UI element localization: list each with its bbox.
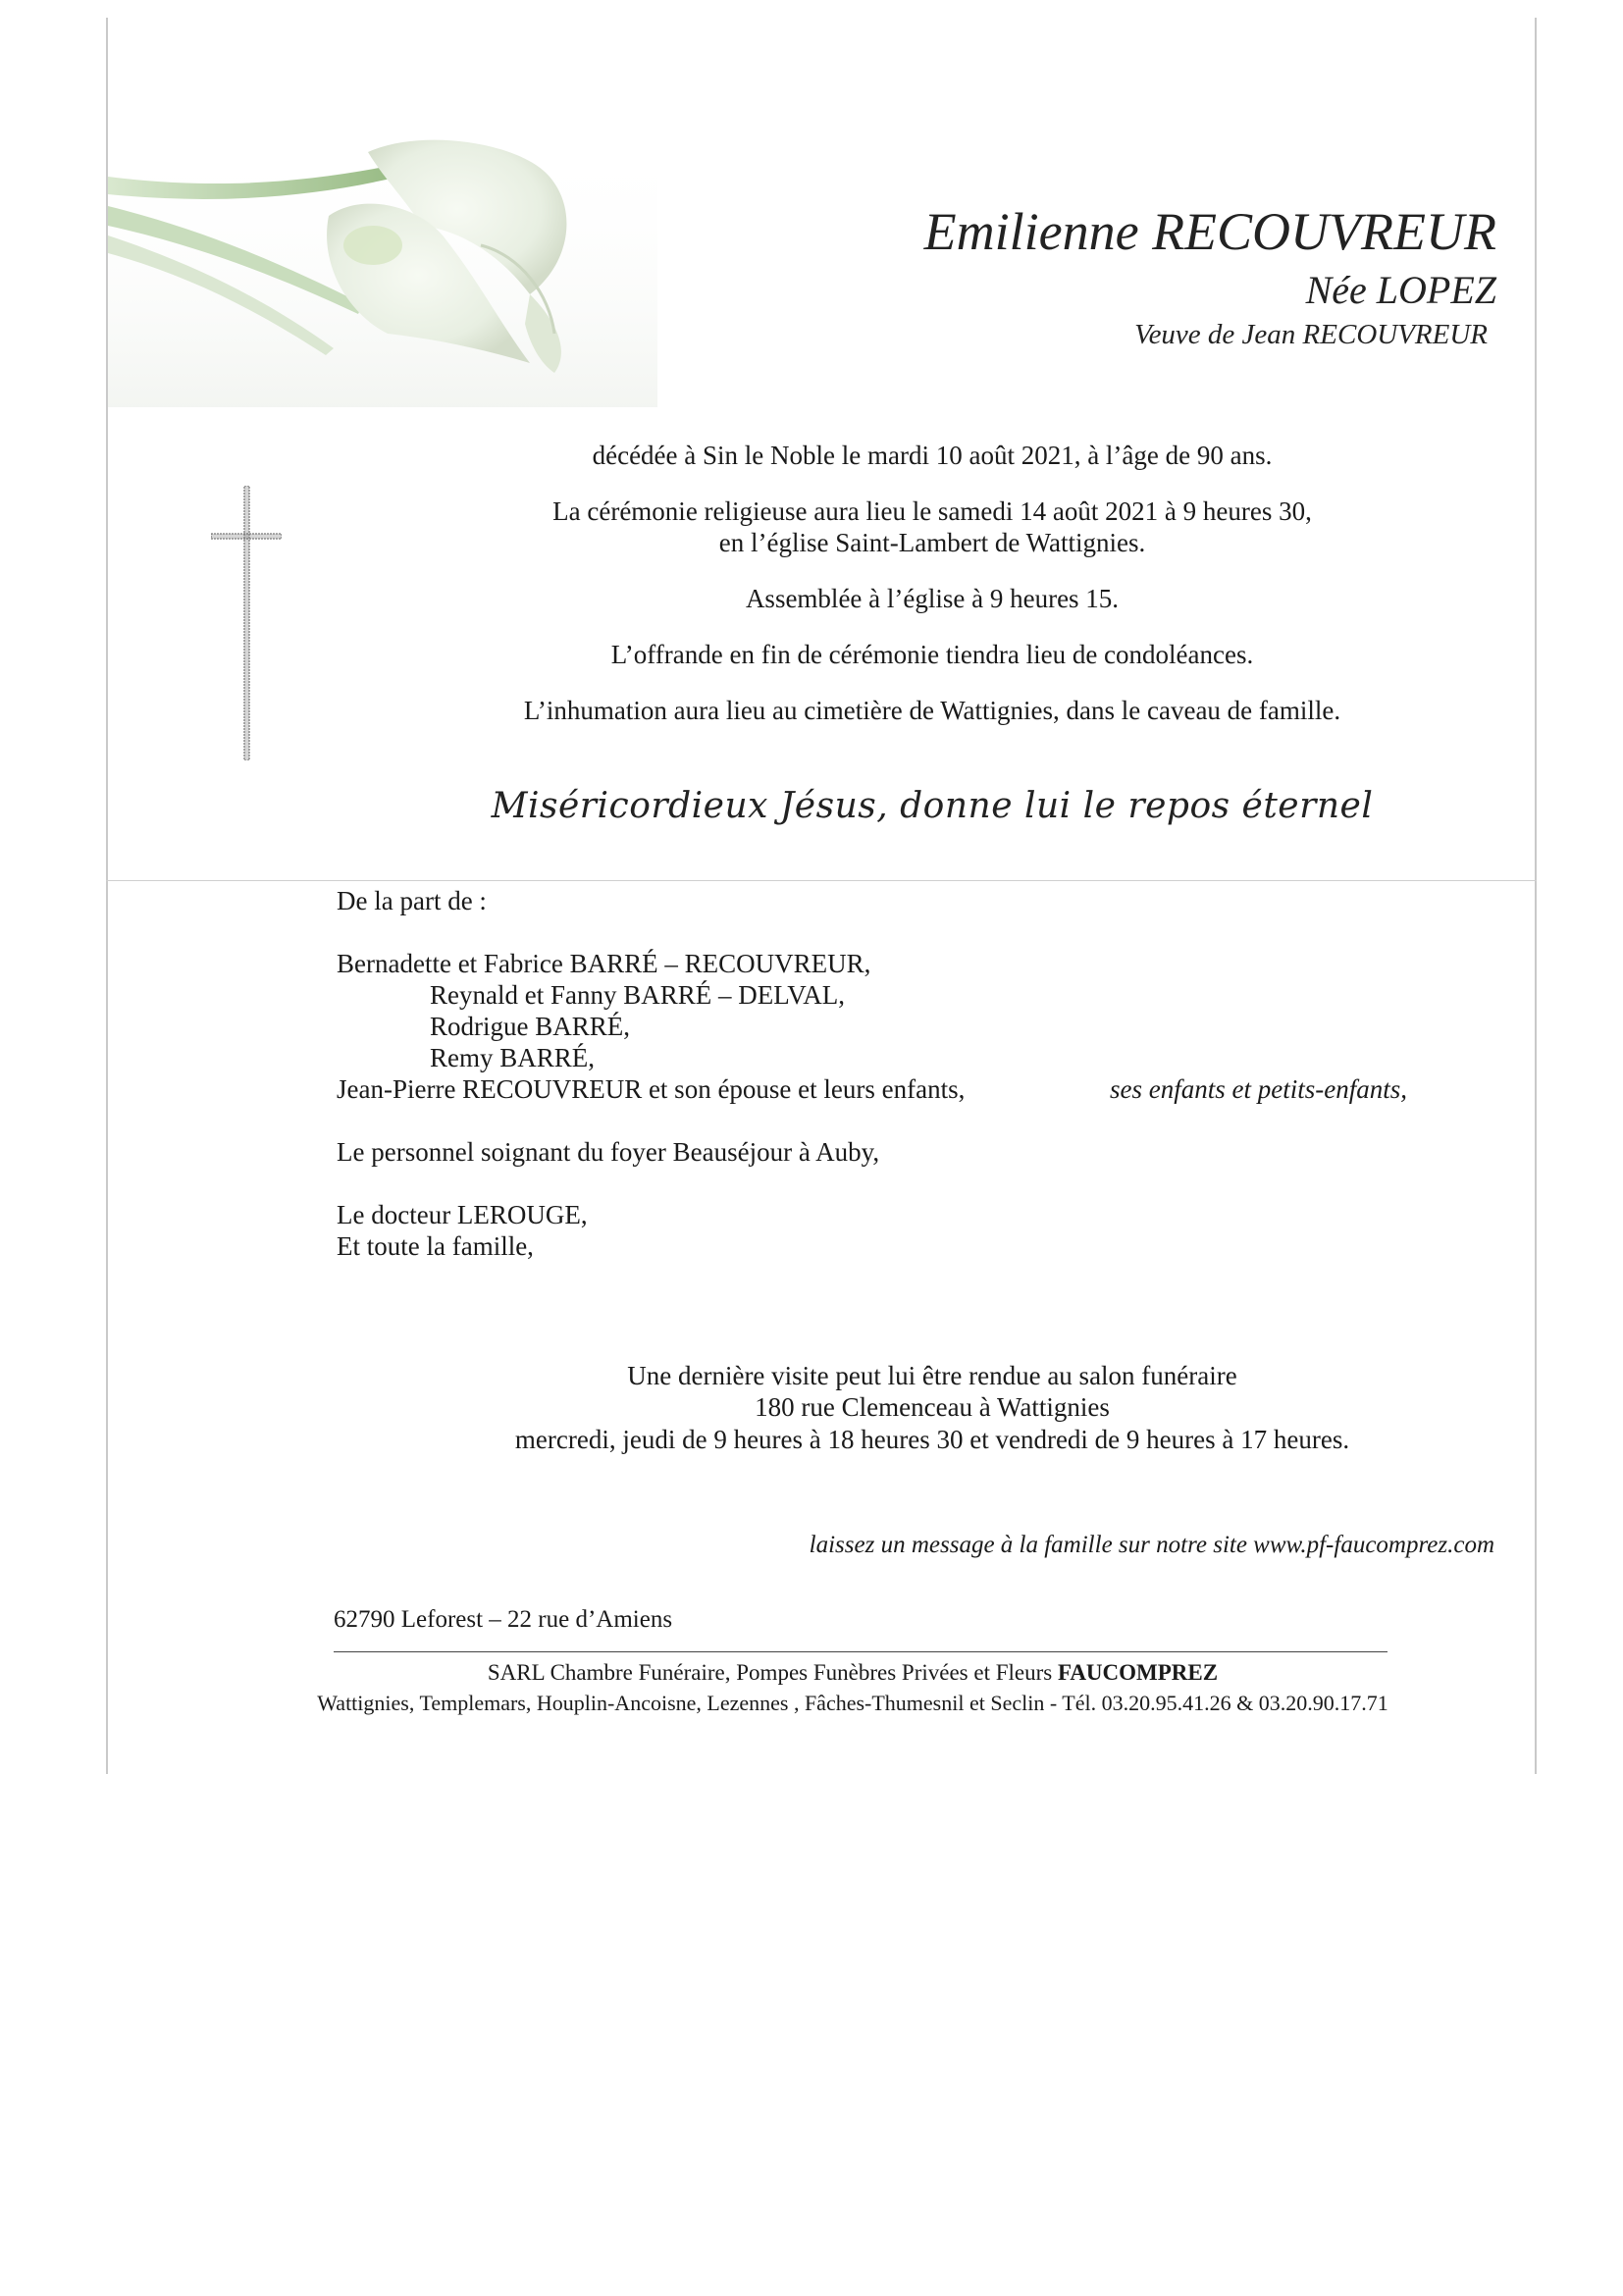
family-line: Remy BARRÉ,: [430, 1043, 596, 1072]
family-address: 62790 Leforest – 22 rue d’Amiens: [334, 1606, 673, 1633]
family-line: Rodrigue BARRÉ,: [430, 1012, 631, 1041]
family-line: Jean-Pierre RECOUVREUR et son épouse et leurs enfants,: [337, 1074, 966, 1104]
doctor-line: Le docteur LEROUGE,: [337, 1200, 588, 1229]
assembly-line: Assemblée à l’église à 9 heures 15.: [745, 584, 1120, 613]
prayer-line: Miséricordieux Jésus, donne lui le repos éternel: [491, 786, 1374, 826]
offering-line: L’offrande en fin de cérémonie tiendra lieu de condoléances.: [610, 640, 1254, 669]
staff-line: Le personnel soignant du foyer Beauséjour à Auby,: [337, 1137, 880, 1167]
visit-line: Une dernière visite peut lui être rendue au salon funéraire: [627, 1361, 1237, 1390]
calla-lily-image: [108, 137, 657, 407]
visit-address: 180 rue Clemenceau à Wattignies: [755, 1392, 1110, 1422]
maiden-name: Née LOPEZ: [1305, 268, 1496, 312]
deceased-name: Emilienne RECOUVREUR: [923, 202, 1496, 261]
burial-line: L’inhumation aura lieu au cimetière de Wattignies, dans le caveau de famille.: [523, 696, 1341, 725]
company-name: FAUCOMPREZ: [1057, 1660, 1219, 1685]
card-right-edge: [1535, 18, 1537, 1774]
locations-line: Wattignies, Templemars, Houplin-Ancoisne, Lezennes , Fâches-Thumesnil et Seclin - Tél. 03.20.95.41.26 & 03.20.90.17.71: [317, 1691, 1388, 1715]
family-intro: De la part de :: [337, 886, 487, 915]
footer-rule: [334, 1651, 1387, 1652]
widow-line: Veuve de Jean RECOUVREUR: [1134, 319, 1488, 350]
company-prefix: SARL Chambre Funéraire, Pompes Funèbres Privées et Fleurs: [487, 1660, 1053, 1685]
ceremony-line: La cérémonie religieuse aura lieu le samedi 14 août 2021 à 9 heures 30,: [552, 496, 1312, 526]
visit-hours: mercredi, jeudi de 9 heures à 18 heures 30 et vendredi de 9 heures à 17 heures.: [514, 1425, 1350, 1454]
church-line: en l’église Saint-Lambert de Wattignies.: [718, 528, 1146, 557]
family-line: Bernadette et Fabrice BARRÉ – RECOUVREUR,: [337, 949, 871, 978]
fold-line: [106, 880, 1537, 881]
cross-icon: [211, 486, 282, 760]
company-line: [294, 1659, 1411, 1687]
all-family-line: Et toute la famille,: [337, 1231, 534, 1261]
website-line: laissez un message à la famille sur notre site www.pf-faucomprez.com: [809, 1532, 1494, 1558]
family-relation: ses enfants et petits-enfants,: [1110, 1074, 1407, 1104]
death-line: décédée à Sin le Noble le mardi 10 août 2021, à l’âge de 90 ans.: [592, 441, 1273, 470]
family-line: Reynald et Fanny BARRÉ – DELVAL,: [430, 980, 845, 1010]
